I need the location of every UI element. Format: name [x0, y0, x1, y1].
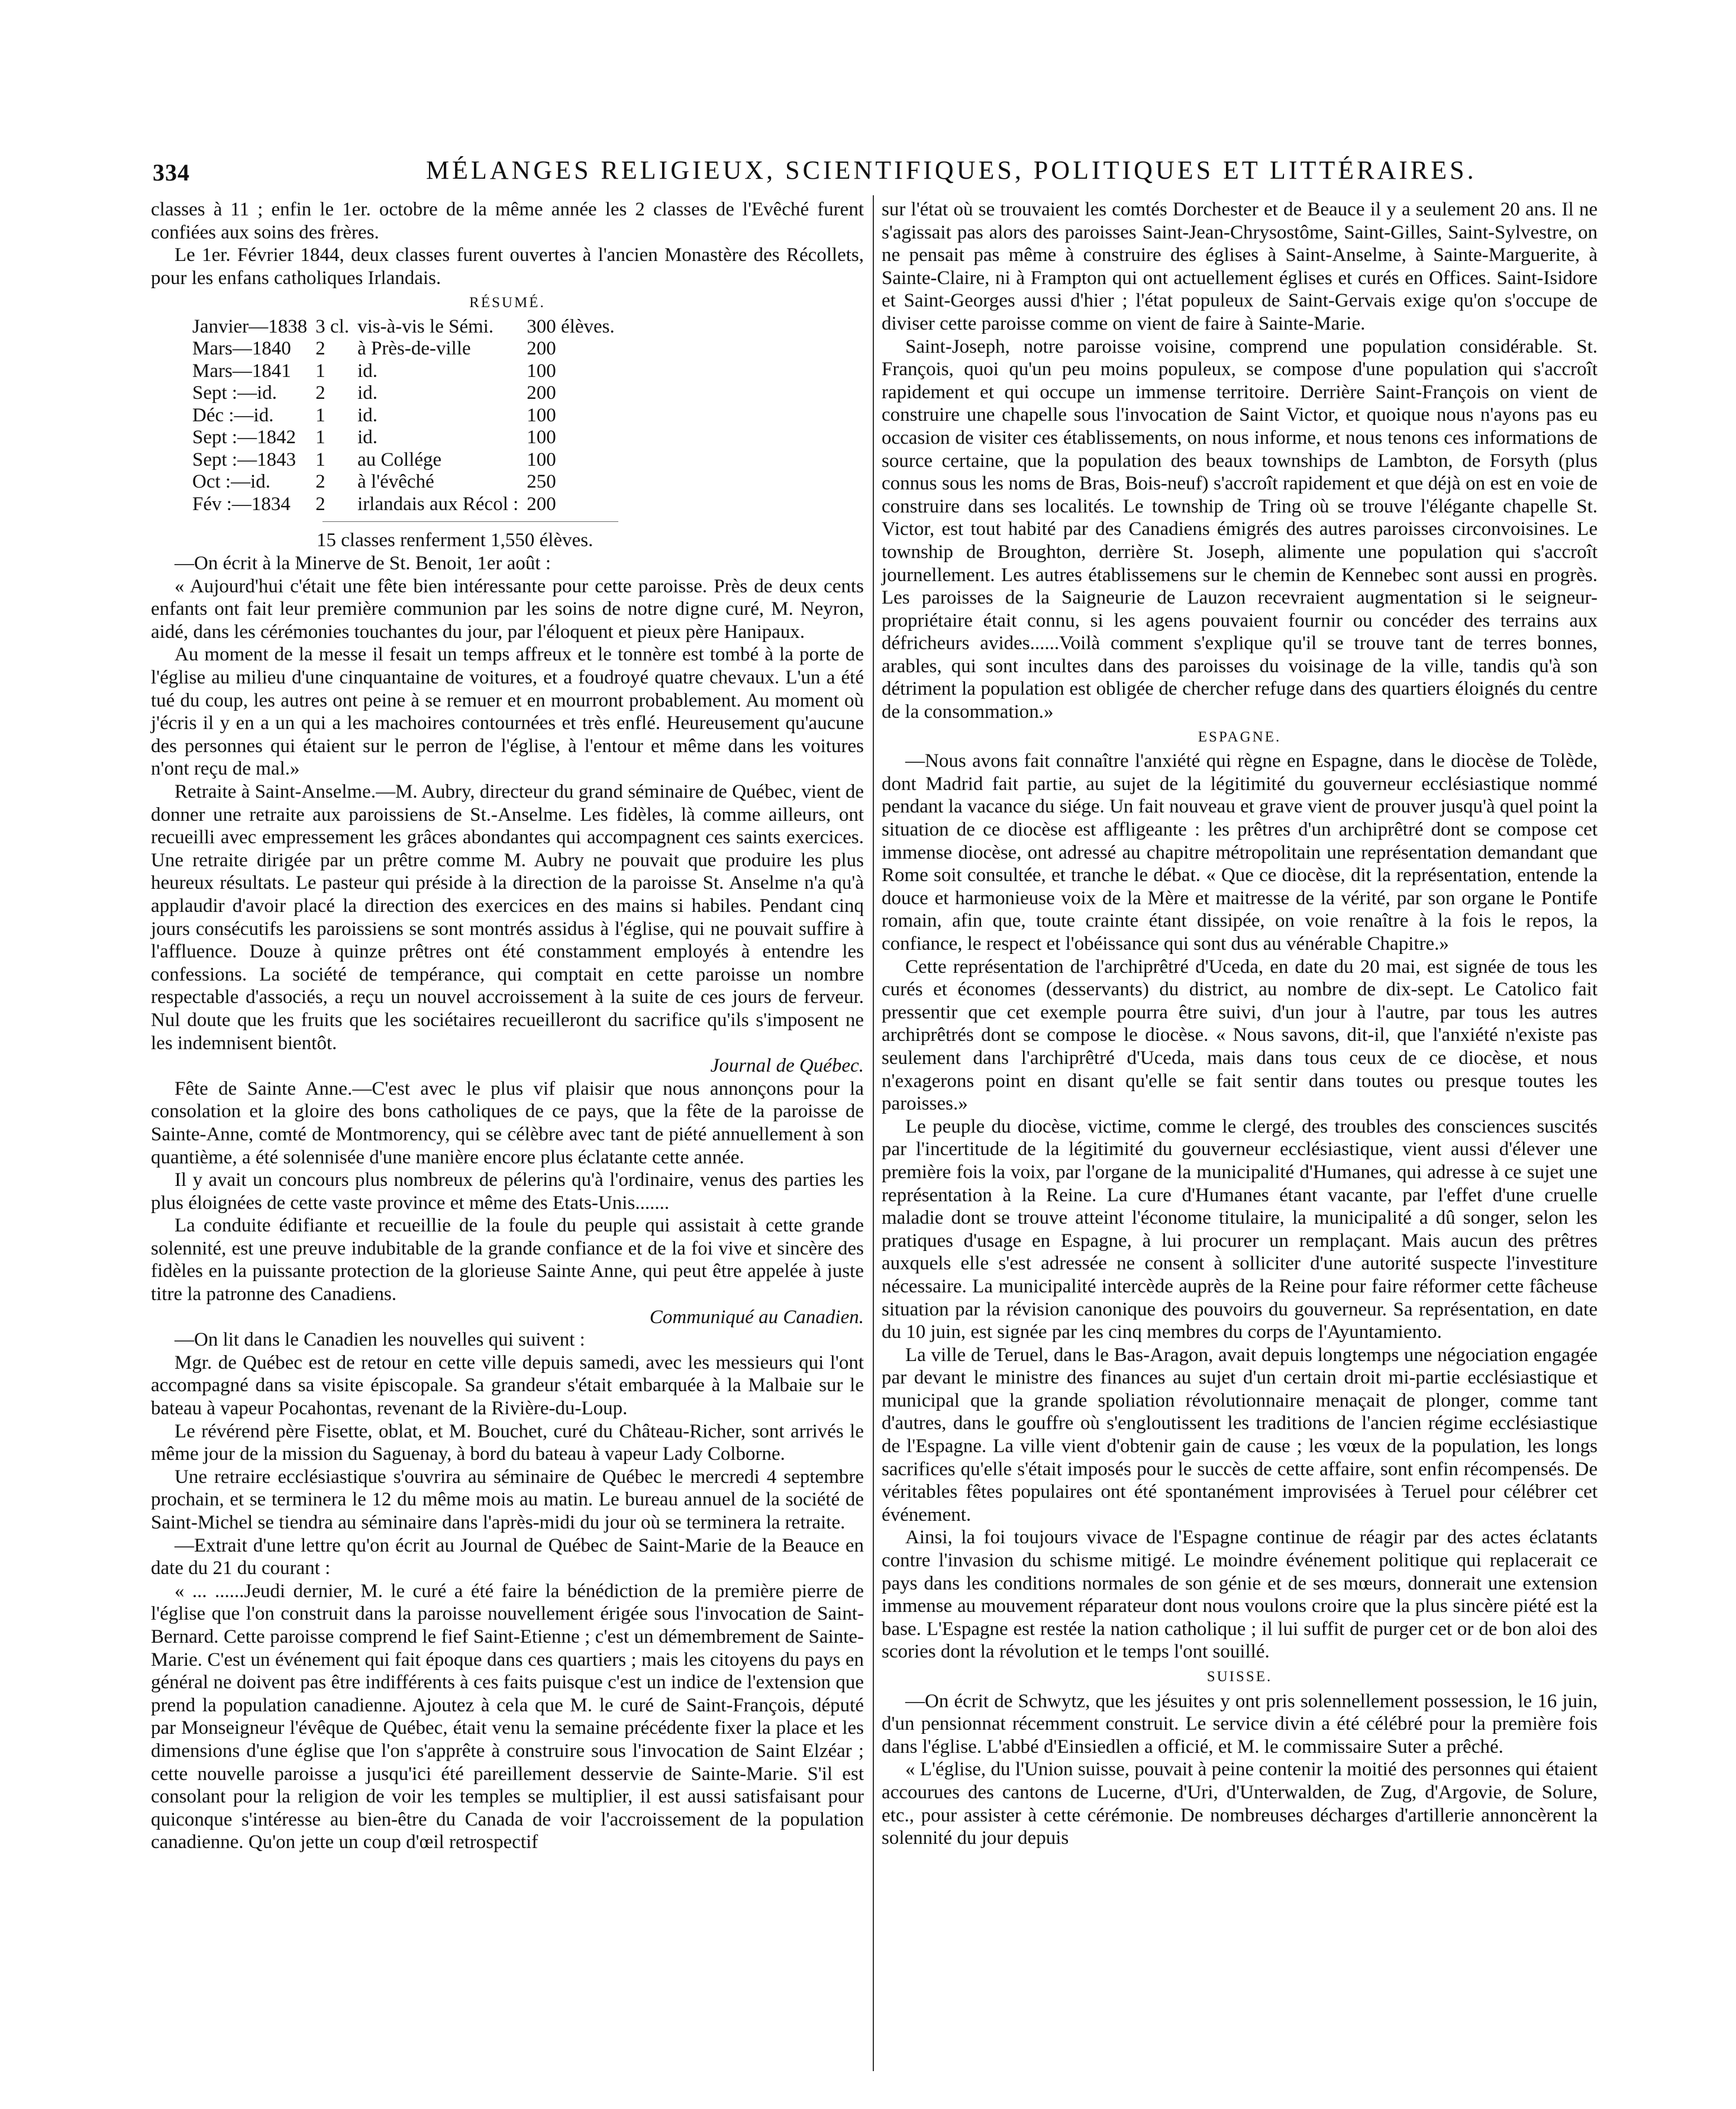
resume-cell: 300 élèves.	[527, 315, 615, 337]
resume-cell: à l'évêché	[357, 471, 434, 493]
paragraph: « L'église, du l'Union suisse, pouvait à peine contenir la moitié des personnes qui étaient accourues des cantons de Lucerne, d'Uri, d'Unterwalden, de Zug, d'Argovie, de Solure, etc., pour assister à cette cérémonie. De nombreuses décharges d'artillerie annoncèrent la solennité du jour depuis	[882, 1759, 1598, 1849]
paragraph: Cette représentation de l'archiprêtré d'Uceda, en date du 20 mai, est signée de tous les curés et économes (desservants) du district, au nombre de dix-sept. Le Catolico fait pressentir que cet exemple pourra être suivi, d'un jour à l'autre, par tous les autres archiprêtrés dont se compose le diocèse. « Nous savons, dit-il, que l'anxiété n'existe pas seulement dans l'archiprêtré d'Uceda, mais dans tous ceux de ce diocèse, et nous n'exagerons point en disant qu'elle se fait sentir dans toutes ou presque toutes les paroisses.»	[882, 956, 1598, 1115]
paragraph: Au moment de la messe il fesait un temps affreux et le tonnère est tombé à la porte de l'église au milieu d'une cinquantaine de voitures, et a foudroyé quatre chevaux. L'un a été tué du coup, les autres ont peine à se remuer et en mourront probablement. Au moment où j'écris il y en a un qui a les machoires contournées et très enflé. Heureusement qu'aucune des personnes qui étaient sur le perron de l'église, à l'entour et même dans les voitures n'ont reçu de mal.»	[151, 644, 864, 780]
column-divider	[873, 195, 874, 2071]
resume-total: 15 classes renferment 1,550 élèves.	[317, 530, 593, 552]
resume-row	[192, 382, 623, 405]
resume-cell: 2	[315, 338, 325, 360]
paragraph: Saint-Joseph, notre paroisse voisine, comprend une population considérable. St. François, quoi qu'un peu moins populeux, se compose d'une population qui s'accroît rapidement et qui occupe un immense territoire. Derrière Saint-François on vient de construire une chapelle sous l'invocation de Saint Victor, et quoique nous n'ayons pas eu occasion de visiter ces établissements, on nous informe, et nous tenons ces informations de source certaine, que la population des beaux townships de Lambton, de Forsyth (plus connus sous les noms de Bras, Bois-neuf) s'accroît rapidement et que déjà on est en voie de construire dans ses localités. Le township de Tring où se trouve l'élégante chapelle St. Victor, est tout habité par des Canadiens émigrés des autres paroisses circonvoisines. Le township de Broughton, derrière St. Joseph, alimente une population qui s'accroît journellement. Les autres établissemens sur le chemin de Kennebec sont aussi en progrès. Les paroisses de la Saigneurie de Lauzon recevraient augmentation si le seigneur-propriétaire était connu, si les agens pouvaient fournir ou concéder des terrains aux défricheurs avides......Voilà comment s'explique qu'il se trouve tant de terres bonnes, arables, qui sont incultes dans des paroisses du voisinage de la ville, tandis qu'à son détriment la population est obligée de chercher refuge dans des quartiers éloignés du centre de la consommation.»	[882, 336, 1598, 723]
paragraph: Mgr. de Québec est de retour en cette ville depuis samedi, avec les messieurs qui l'ont accompagné dans sa visite épiscopale. Sa grandeur s'était embarquée à la Malbaie sur le bateau à vapeur Pocahontas, revenant de la Rivière-du-Loup.	[151, 1352, 864, 1420]
paragraph: —On écrit à la Minerve de St. Benoit, 1er août :	[175, 553, 551, 575]
resume-cell: 250	[527, 471, 556, 493]
resume-cell: 2	[315, 471, 325, 493]
resume-cell: irlandais aux Récol :	[357, 493, 519, 515]
resume-cell: Sept :—1843	[192, 449, 296, 470]
resume-cell: id.	[357, 360, 378, 382]
resume-cell: 100	[527, 427, 556, 449]
paragraph: Une retraire ecclésiastique s'ouvrira au séminaire de Québec le mercredi 4 septembre prochain, et se terminera le 12 du même mois au matin. Le bureau annuel de la société de Saint-Michel se tiendra au séminaire dans l'après-midi du jour où se terminera la retraite.	[151, 1466, 864, 1533]
resume-cell: 100	[527, 404, 556, 426]
paragraph: —On lit dans le Canadien les nouvelles qui suivent :	[175, 1329, 585, 1351]
paragraph: classes à 11 ; enfin le 1er. octobre de la même année les 2 classes de l'Evêché furent confiées aux soins des frères.	[151, 199, 864, 243]
paragraph: La ville de Teruel, dans le Bas-Aragon, avait depuis longtemps une négociation engagée par devant le ministre des finances au sujet d'un certain droit mi-partie ecclésiastique et municipal que la grande spoliation révolutionnaire menaçait de plonger, comme tant d'autres, dans le gouffre où s'engloutissent les traditions de l'ancien régime ecclésiastique de l'Espagne. La ville vient d'obtenir gain de cause ; les vœux de la population, les longs sacrifices qu'elle s'était imposés pour le succès de cette affaire, sont enfin récompensés. De véritables fêtes populaires ont été spontanément improvisées à Teruel pour célébrer cet événement.	[882, 1344, 1598, 1526]
resume-row	[192, 360, 623, 383]
paragraph: Retraite à Saint-Anselme.—M. Aubry, directeur du grand séminaire de Québec, vient de donner une retraite aux paroissiens de St.-Anselme. Les fidèles, là comme ailleurs, ont recueilli avec empressement les grâces abondantes qui accompagnent ces saints exercices. Une retraite dirigée par un prêtre comme M. Aubry ne pouvait que produire les plus heureux résultats. Le pasteur qui préside à la direction de la paroisse St. Anselme n'a qu'à applaudir d'avoir placé la direction des exercices en des mains si habiles. Pendant cinq jours consécutifs les paroissiens se sont montrés assidus à l'église, qui ne pouvait suffire à l'affluence. Douze à quinze prêtres ont été constamment employés à entendre les confessions. La société de tempérance, qui comptait en cette paroisse un nombre respectable d'associés, a reçu un nouvel accroissement à la suite de ces jours de ferveur. Nul doute que les fruits que les sociétaires recueilleront du sacrifice qu'ils s'imposent ne les indemnisent bientôt.	[151, 781, 864, 1054]
resume-cell: id.	[357, 404, 378, 426]
resume-cell: Déc :—id.	[192, 404, 274, 426]
resume-cell: Mars—1841	[192, 360, 291, 382]
resume-cell: 2	[315, 382, 325, 404]
resume-cell: id.	[357, 382, 378, 404]
resume-cell: au Collége	[357, 449, 442, 470]
resume-cell: Janvier—1838	[192, 315, 308, 337]
resume-cell: 2	[315, 493, 325, 515]
resume-row	[192, 471, 623, 494]
resume-cell: Oct :—id.	[192, 471, 270, 493]
resume-row	[192, 405, 623, 427]
section-heading-suisse: SUISSE.	[1206, 1669, 1273, 1685]
paragraph: —Extrait d'une lettre qu'on écrit au Journal de Québec de Saint-Marie de la Beauce en date du 21 du courant :	[151, 1534, 864, 1579]
resume-cell: 100	[527, 360, 556, 382]
resume-cell: 1	[315, 360, 325, 382]
resume-cell: Fév :—1834	[192, 493, 291, 515]
resume-cell: à Près-de-ville	[357, 338, 471, 360]
section-heading-espagne: ESPAGNE.	[1198, 728, 1282, 745]
left-column	[151, 198, 864, 1854]
resume-cell: 1	[315, 404, 325, 426]
resume-cell: 3 cl.	[315, 315, 350, 337]
resume-row	[192, 338, 623, 360]
paragraph: La conduite édifiante et recueillie de la foule du peuple qui assistait à cette grande solennité, est une preuve indubitable de la grande confiance et de la foi vive et sincère des fidèles en la puissante protection de la glorieuse Sainte Anne, qui peut être appelée à juste titre la patronne des Canadiens.	[151, 1215, 864, 1305]
resume-cell: 200	[527, 493, 556, 515]
right-column	[882, 198, 1598, 1850]
resume-cell: 1	[315, 427, 325, 449]
resume-row	[192, 449, 623, 472]
resume-cell: 200	[527, 338, 556, 360]
resume-cell: Mars—1840	[192, 338, 291, 360]
paragraph: Il y avait un concours plus nombreux de pélerins qu'à l'ordinaire, venus des parties les plus éloignées de cette vaste province et même des Etats-Unis.......	[151, 1169, 864, 1214]
paragraph: —On écrit de Schwytz, que les jésuites y ont pris solennellement possession, le 16 juin, d'un pensionnat récemment construit. Le service divin a été célébré pour la première fois dans l'église. L'abbé d'Einsiedlen a officié, et M. le commissaire Suter a prêché.	[882, 1690, 1598, 1758]
paragraph: sur l'état où se trouvaient les comtés Dorchester et de Beauce il y a seulement 20 ans. Il ne s'agissait pas alors des paroisses Saint-Jean-Chrysostôme, Saint-Gilles, Saint-Sylvestre, on ne pensait pas même à construire des églises à Saint-Anselme, à Sainte-Marguerite, à Sainte-Claire, ni à Frampton qui ont actuellement églises et curés en Offices. Saint-Isidore et Saint-Georges aussi d'hier ; l'état populeux de Saint-Gervais exige qu'on s'occupe de diviser cette paroisse comme on vient de faire à Sainte-Marie.	[882, 199, 1598, 334]
divider	[322, 521, 618, 522]
paragraph: « ... ......Jeudi dernier, M. le curé a été faire la bénédiction de la première pierre de l'église que l'on construit dans la paroisse nouvellement érigée sous l'invocation de Saint-Bernard. Cette paroisse comprend le fief Saint-Etienne ; c'est un démembrement de Sainte-Marie. C'est un événement qui fait époque dans ces quartiers ; mais les citoyens du pays en général ne doivent pas être indifférents à ces faits puisque c'est un indice de l'extension que prend la population canadienne. Ajoutez à cela que M. le curé de Saint-François, député par Monseigneur l'évêque de Québec, était venu la semaine précédente fixer la place et les dimensions d'une église que l'on s'apprête à construire sous l'invocation de Saint Elzéar ; cette nouvelle paroisse a jusqu'ici été pareillement desservie de Sainte-Marie. S'il est consolant pour la religion de voir les temples se multiplier, il est aussi satisfaisant pour quiconque s'intéresse au bien-être du Canada de voir l'accroissement de la population canadienne. Qu'on jette un coup d'œil retrospectif	[151, 1580, 864, 1853]
resume-row	[192, 494, 623, 516]
resume-row	[192, 316, 623, 338]
paragraph: Le révérend père Fisette, oblat, et M. Bouchet, curé du Château-Richer, sont arrivés le même jour de la mission du Saguenay, à bord du bateau à vapeur Lady Colborne.	[151, 1420, 864, 1465]
resume-table	[192, 316, 623, 516]
paragraph: —Nous avons fait connaître l'anxiété qui règne en Espagne, dans le diocèse de Tolède, dont Madrid fait partie, au sujet de la légitimité du gouverneur ecclésiastique nommé pendant la vacance du siége. Un fait nouveau et grave vient de prouver jusqu'à quel point la situation de ce diocèse est affligeante : les prêtres d'un archiprêtré dont se compose cet immense diocèse, ont adressé au chapitre métropolitain une représentation demandant que Rome soit consultée, et tranche le débat. « Que ce diocèse, dit la représentation, entende la douce et harmonieuse voix de la Mère et maitresse de la vérité, par son organe le Pontife romain, afin que, toute crainte étant dissipée, on voie renaître à la fois le repos, la confiance, le respect et l'obéissance qui sont dus au vénérable Chapitre.»	[882, 750, 1598, 954]
paragraph: Fête de Sainte Anne.—C'est avec le plus vif plaisir que nous annonçons pour la consolation et la gloire des bons catholiques de ce pays, que la fête de la paroisse de Sainte-Anne, comté de Montmorency, qui se célèbre avec tant de piété annuellement à son quantième, a été solennisée d'une manière encore plus éclatante cette année.	[151, 1078, 864, 1168]
resume-cell: vis-à-vis le Sémi.	[357, 315, 494, 337]
section-heading-resume: RÉSUMÉ.	[469, 295, 546, 311]
resume-cell: Sept :—id.	[192, 382, 277, 404]
resume-cell: 100	[527, 449, 556, 470]
resume-cell: Sept :—1842	[192, 427, 296, 449]
paragraph: Le 1er. Février 1844, deux classes furent ouvertes à l'ancien Monastère des Récollets, pour les enfans catholiques Irlandais.	[151, 244, 864, 289]
page-number: 334	[153, 159, 190, 186]
resume-cell: 1	[315, 449, 325, 470]
running-title: MÉLANGES RELIGIEUX, SCIENTIFIQUES, POLITIQUES ET LITTÉRAIRES.	[426, 156, 1477, 185]
attribution: Journal de Québec.	[710, 1055, 864, 1077]
paragraph: Ainsi, la foi toujours vivace de l'Espagne continue de réagir par des actes éclatants contre l'invasion du schisme mitigé. Le moindre événement politique qui replacerait ce pays dans les conditions normales de son génie et de ses mœurs, donnerait une extension immense au mouvement réparateur dont nous voulons croire que la plus sincère piété est la base. L'Espagne est restée la nation catholique ; il lui suffit de purger cet or de bon aloi des scories dont la révolution et le temps l'ont souillé.	[882, 1527, 1598, 1663]
resume-cell: id.	[357, 427, 378, 449]
paragraph: « Aujourd'hui c'était une fête bien intéressante pour cette paroisse. Près de deux cents enfants ont fait leur première communion par les soins de notre digne curé, M. Neyron, aidé, dans les cérémonies touchantes du jour, par l'éloquent et pieux père Hanipaux.	[151, 575, 864, 643]
attribution: Communiqué au Canadien.	[649, 1306, 864, 1328]
resume-row	[192, 427, 623, 449]
paragraph: Le peuple du diocèse, victime, comme le clergé, des troubles des consciences suscités par l'incertitude de la légitimité du gouverneur ecclésiastique, vient aussi d'élever une première fois la voix, par l'organe de la municipalité d'Humanes, qui adresse à ce sujet une représentation à la Reine. La cure d'Humanes étant vacante, par l'effet d'une cruelle maladie dont se trouve atteint l'économe titulaire, la municipalité a dû songer, selon les pratiques d'usage en Espagne, à lui procurer un remplaçant. Mais aucun des prêtres auxquels elle s'est adressée ne consent à solliciter d'une autorité suspecte l'investiture nécessaire. La municipalité intercède auprès de la Reine pour faire réformer cette fâcheuse situation par la révision canonique des pouvoirs du gouverneur. Sa représentation, en date du 10 juin, est signée par les cinq membres du corps de l'Ayuntamiento.	[882, 1115, 1598, 1343]
resume-cell: 200	[527, 382, 556, 404]
